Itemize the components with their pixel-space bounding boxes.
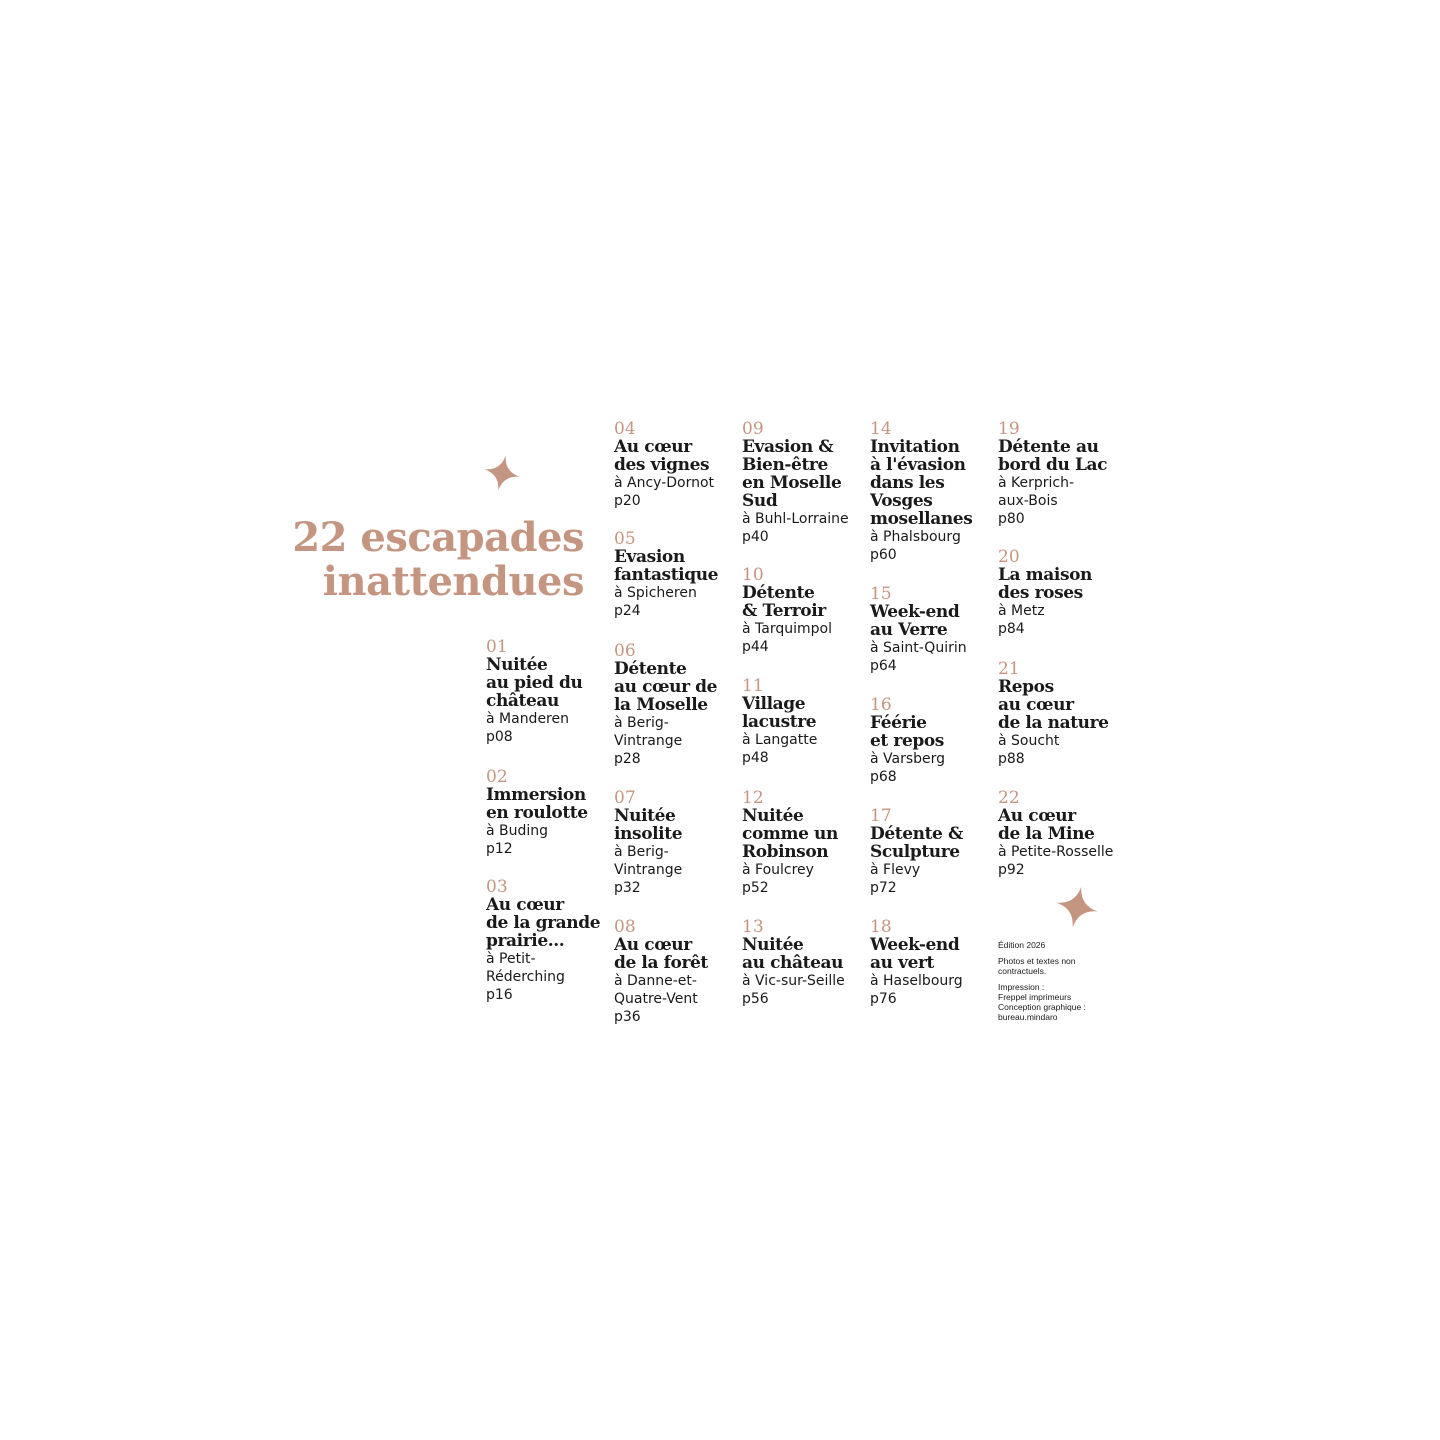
escapade-page: p24 [614,603,641,619]
escapade-title: Week-end au vert [870,935,960,973]
escapade-location: à Spicheren [614,585,697,601]
escapade-page: p88 [998,751,1025,767]
escapade-location: à Haselbourg [870,973,963,989]
four-point-star-icon [1056,886,1098,928]
printing-text: Impression : Freppel imprimeurs Conception graphique : bureau.mindaro [998,982,1086,1022]
escapade-title: Au cœur de la grande prairie... [486,895,601,951]
escapade-item[interactable] [998,789,1128,879]
escapade-number: 16 [870,695,892,715]
escapade-item[interactable] [870,696,994,786]
escapade-location: à Metz [998,603,1045,619]
escapade-location: à Buding [486,823,549,839]
escapade-title: Féérie et repos [870,713,944,751]
escapade-page: p52 [742,880,769,896]
escapade-page: p76 [870,991,897,1007]
escapade-number: 01 [486,637,508,657]
title-line-2: inattendues [322,558,584,605]
escapade-title: Détente & Terroir [742,583,826,621]
escapade-title: Village lacustre [742,694,817,732]
escapade-number: 18 [870,917,892,937]
escapade-page: p60 [870,547,897,563]
escapade-item[interactable] [998,420,1122,528]
escapade-number: 05 [614,529,636,549]
escapade-item[interactable] [870,807,994,897]
escapade-title: Invitation à l'évasion dans les Vosges mosellanes [870,437,973,529]
escapade-location: à Vic-sur-Seille [742,973,845,989]
escapade-number: 20 [998,547,1020,567]
escapade-title: Week-end au Verre [870,602,960,640]
escapade-number: 07 [614,788,636,808]
escapade-title: Détente au bord du Lac [998,437,1108,475]
escapade-number: 11 [742,676,764,696]
escapade-title: Evasion & Bien-être en Moselle Sud [742,437,842,511]
escapade-location: à Kerprich- aux-Bois [998,475,1075,509]
escapade-location: à Saint-Quirin [870,640,967,656]
escapade-page: p16 [486,987,513,1003]
escapade-title: Au cœur de la Mine [998,806,1095,844]
escapade-title: Au cœur de la forêt [614,935,708,973]
escapade-location: à Petit- Réderching [486,951,565,985]
escapade-title: Nuitée au château [742,935,844,973]
escapade-item[interactable] [742,566,866,656]
escapade-page: p12 [486,841,513,857]
title-line-1: 22 escapades [292,514,584,561]
escapade-page: p36 [614,1009,641,1025]
escapade-item[interactable] [614,642,738,768]
escapade-location: à Manderen [486,711,569,727]
credits-block [998,940,1118,1028]
escapade-item[interactable] [614,420,738,510]
escapade-item[interactable] [870,585,994,675]
disclaimer-text: Photos et textes non contractuels. [998,956,1076,976]
escapade-page: p48 [742,750,769,766]
escapade-page: p92 [998,862,1025,878]
escapade-location: à Langatte [742,732,818,748]
escapade-number: 06 [614,641,636,661]
escapade-title: Nuitée comme un Robinson [742,806,838,862]
escapade-page: p56 [742,991,769,1007]
edition-text: Édition 2026 [998,940,1046,950]
escapade-item[interactable] [870,918,994,1008]
escapade-location: à Flevy [870,862,921,878]
escapade-title: Détente au cœur de la Moselle [614,659,718,715]
escapade-title: Evasion fantastique [614,547,719,585]
four-point-star-icon [484,455,520,491]
escapade-page: p84 [998,621,1025,637]
escapade-location: à Soucht [998,733,1060,749]
escapade-location: à Varsberg [870,751,946,767]
escapade-number: 22 [998,788,1020,808]
escapade-item[interactable] [614,789,738,897]
escapade-number: 02 [486,767,508,787]
escapade-title: Détente & Sculpture [870,824,963,862]
escapade-item[interactable] [614,918,738,1026]
escapade-item[interactable] [742,789,866,897]
escapade-location: à Berig- Vintrange [614,715,683,749]
escapade-number: 08 [614,917,636,937]
escapade-title: Immersion en roulotte [486,785,588,823]
escapade-location: à Petite-Rosselle [998,844,1114,860]
escapade-location: à Foulcrey [742,862,814,878]
escapade-number: 03 [486,877,508,897]
escapade-number: 09 [742,419,764,439]
escapade-item[interactable] [742,918,866,1008]
escapade-page: p44 [742,639,769,655]
escapade-page: p08 [486,729,513,745]
escapade-location: à Danne-et- Quatre-Vent [614,973,698,1007]
escapade-number: 19 [998,419,1020,439]
escapade-number: 13 [742,917,764,937]
escapade-location: à Buhl-Lorraine [742,511,849,527]
escapade-location: à Tarquimpol [742,621,832,637]
escapade-page: p80 [998,511,1025,527]
escapade-page: p28 [614,751,641,767]
escapade-number: 14 [870,419,892,439]
escapade-item[interactable] [486,768,610,858]
escapade-title: Repos au cœur de la nature [998,677,1109,733]
escapade-item[interactable] [486,638,610,746]
escapade-item[interactable] [486,878,610,1004]
escapade-item[interactable] [870,420,994,564]
escapade-title: Nuitée au pied du château [486,655,583,711]
escapade-item[interactable] [998,660,1122,768]
escapade-title: Nuitée insolite [614,806,683,844]
escapade-item[interactable] [614,530,738,620]
escapade-page: p32 [614,880,641,896]
escapade-location: à Berig- Vintrange [614,844,683,878]
escapade-title: La maison des roses [998,565,1093,603]
escapade-number: 17 [870,806,892,826]
escapade-number: 04 [614,419,636,439]
escapade-page: p68 [870,769,897,785]
escapade-item[interactable] [742,420,866,546]
escapade-title: Au cœur des vignes [614,437,710,475]
escapade-number: 15 [870,584,892,604]
escapade-item[interactable] [742,677,866,767]
escapade-location: à Phalsbourg [870,529,961,545]
page-title [280,516,584,604]
escapade-page: p40 [742,529,769,545]
escapade-page: p64 [870,658,897,674]
escapade-location: à Ancy-Dornot [614,475,715,491]
escapade-page: p72 [870,880,897,896]
escapade-number: 21 [998,659,1020,679]
escapade-number: 10 [742,565,764,585]
escapade-page: p20 [614,493,641,509]
escapade-number: 12 [742,788,764,808]
escapade-item[interactable] [998,548,1122,638]
